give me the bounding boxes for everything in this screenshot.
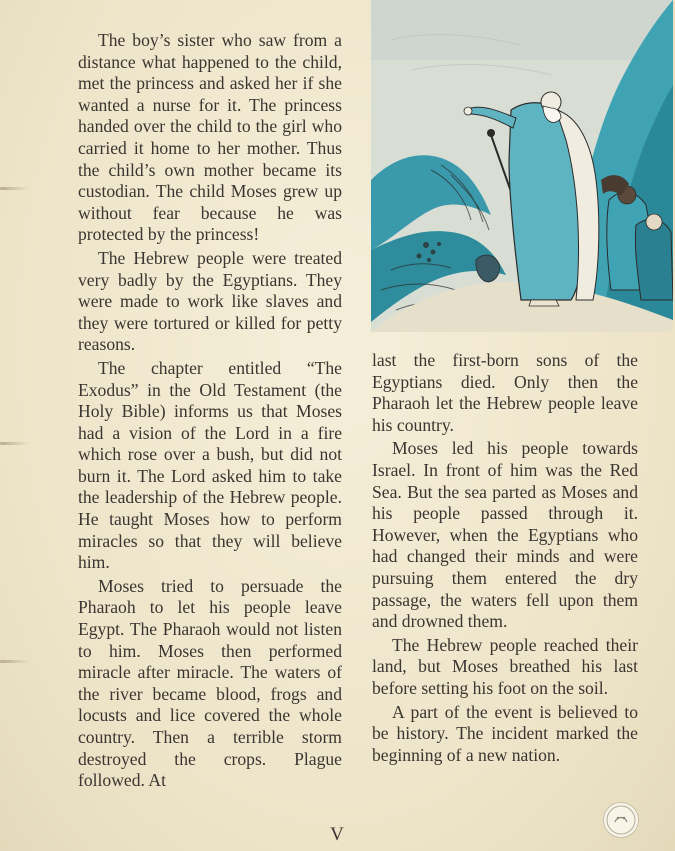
paragraph: The Hebrew people reached their land, but Moses breathed his last before setting his foot on the soil.: [372, 634, 638, 698]
binding-mark: [0, 442, 30, 445]
paragraph: A part of the event is believed to be history. The incident marked the beginning of a new nation.: [372, 701, 638, 765]
right-text-column: [372, 350, 638, 768]
moses-parting-sea-illustration: [371, 0, 673, 332]
binding-mark: [0, 660, 30, 663]
paragraph: last the first-born sons of the Egyptians died. Only then the Pharaoh let the Hebrew people leave his country.: [372, 350, 638, 435]
paragraph: The Hebrew people were treated very badly by the Egyptians. They were made to work like slaves and they were tortured or killed for petty reasons.: [78, 247, 342, 355]
page-number: V: [330, 824, 345, 845]
left-text-column: [78, 30, 342, 794]
binding-mark: [0, 187, 30, 190]
paragraph: The chapter entitled “The Exodus” in the Old Testament (the Holy Bible) informs us that Moses had a vision of the Lord in a fire which rose over a bush, but did not burn it. The Lord asked him to take the leadership of the Hebrew people. He taught Moses how to perform miracles so that they will believe him.: [78, 357, 342, 573]
paragraph: The boy’s sister who saw from a distance what happened to the child, met the princess and asked her if she wanted a nurse for it. The princess handed over the child to the girl who carried it home to her mother. Thus the child’s own mother became its custodian. The child Moses grew up without fear because he was protected by the princess!: [78, 30, 342, 245]
paragraph: Moses led his people towards Israel. In front of him was the Red Sea. But the sea parted as Moses and his people passed through it. However, when the Egyptians who had changed their minds and were pursuing them entered the dry passage, the waters fell upon them and drowned them.: [372, 438, 638, 632]
paragraph: Moses tried to persuade the Pharaoh to let his people leave Egypt. The Pharaoh would not listen to him. Moses then performed miracle after miracle. The waters of the river became blood, frogs and locusts and lice covered the whole country. Then a terrible storm destroyed the crops. Plague followed. At: [78, 575, 342, 791]
